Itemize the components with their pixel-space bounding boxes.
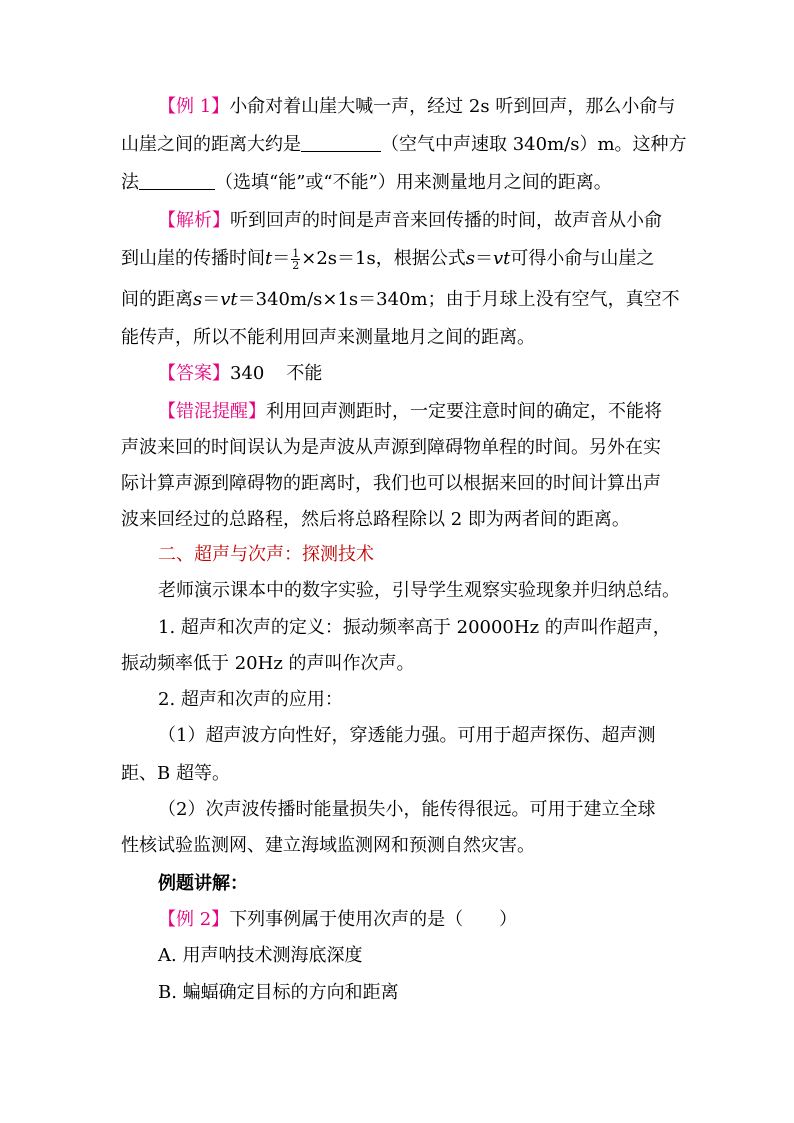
section-heading: 二、超声与次声：探测技术 [158, 544, 374, 565]
velocity-time-variable: vt [492, 248, 511, 269]
reminder-text4: 波来回经过的总路程，然后将总路程除以 2 即为两者间的距离。 [121, 509, 630, 530]
option-a[interactable]: A. 用声呐技术测海底深度 [158, 945, 363, 966]
analysis-line2 [121, 241, 654, 277]
analysis-text3b: ＝340m/s×1s＝340m；由于月球上没有空气，真空不 [237, 289, 680, 310]
analysis-text1: 听到回声的时间是声音来回传播的时间，故声音从小俞 [230, 210, 662, 231]
reminder-line1 [158, 394, 662, 430]
distance-variable: s [465, 248, 475, 269]
analysis-text2b: ×2s＝1s，根据公式 [301, 248, 466, 269]
application2-line1: （2）次声波传播时能量损失小，能传得很远。可用于建立全球 [158, 799, 656, 820]
answer-value-2: 不能 [286, 363, 323, 384]
fraction-numerator: 1 [292, 246, 300, 260]
answer-blank-2[interactable] [139, 169, 215, 190]
analysis-line3 [121, 282, 680, 318]
fraction-denominator: 2 [292, 258, 300, 272]
analysis-line1 [158, 203, 662, 239]
reminder-line3 [121, 466, 661, 502]
application2-line2: 性核试验监测网、建立海域监测网和预测自然灾害。 [121, 835, 535, 856]
applications-title: 2. 超声和次声的应用： [158, 689, 343, 710]
velocity-time-variable-2: vt [220, 289, 238, 310]
equals-sign-3: ＝ [202, 289, 221, 310]
time-variable: t [265, 248, 273, 269]
equals-sign-2: ＝ [474, 248, 493, 269]
fraction-one-half [291, 248, 300, 271]
equals-sign: ＝ [272, 248, 291, 269]
definition-line2: 振动频率低于 20Hz 的声叫作次声。 [121, 653, 415, 674]
reminder-text1: 利用回声测距时，一定要注意时间的确定，不能将 [266, 401, 662, 422]
application1-line2: 距、B 超等。 [121, 763, 230, 784]
example2-question: 下列事例属于使用次声的是（ ） [229, 909, 518, 930]
answer-tag: 【答案】 [158, 363, 230, 384]
section-intro: 老师演示课本中的数字实验，引导学生观察实验现象并归纳总结。 [158, 580, 680, 601]
option-b[interactable]: B. 蝙蝠确定目标的方向和距离 [158, 982, 399, 1003]
example1-text2a: 山崖之间的距离大约是 [121, 134, 301, 155]
application1-line1: （1）超声波方向性好，穿透能力强。可用于超声探伤、超声测 [158, 725, 656, 746]
analysis-line4 [121, 320, 535, 356]
example1-text1: 小俞对着山崖大喊一声，经过 2s 听到回声，那么小俞与 [229, 96, 676, 117]
distance-variable-2: s [193, 289, 203, 310]
definition-line1: 1. 超声和次声的定义：振动频率高于 20000Hz 的声叫作超声， [158, 617, 671, 638]
example2-line [158, 902, 517, 938]
example1-line2 [121, 127, 687, 163]
example1-line1 [158, 89, 675, 125]
example1-tag: 【例 1】 [158, 96, 230, 117]
analysis-text4: 能传声，所以不能利用回声来测量地月之间的距离。 [121, 327, 535, 348]
reminder-tag: 【错混提醒】 [158, 401, 266, 422]
example2-tag: 【例 2】 [158, 909, 230, 930]
analysis-text3a: 间的距离 [121, 289, 193, 310]
reminder-line2 [121, 430, 661, 466]
reminder-text3: 际计算声源到障碍物的距离时，我们也可以根据来回的时间计算出声 [121, 473, 661, 494]
answer-value-1: 340 [230, 363, 265, 384]
reminder-line4 [121, 502, 630, 538]
answer-line [158, 356, 322, 392]
analysis-tag: 【解析】 [158, 210, 230, 231]
example1-text2b: （空气中声速取 340m/s）m。这种方 [381, 134, 687, 155]
example1-line3 [121, 165, 612, 201]
analysis-text2c: 可得小俞与山崖之 [510, 248, 655, 269]
analysis-text2a: 到山崖的传播时间 [121, 248, 265, 269]
examples-title: 例题讲解： [158, 873, 248, 894]
reminder-text2: 声波来回的时间误认为是声波从声源到障碍物单程的时间。另外在实 [121, 437, 661, 458]
example1-text3a: 法 [121, 172, 139, 193]
answer-blank-1[interactable] [301, 131, 381, 152]
example1-text3b: （选填“能”或“不能”）用来测量地月之间的距离。 [215, 172, 612, 193]
